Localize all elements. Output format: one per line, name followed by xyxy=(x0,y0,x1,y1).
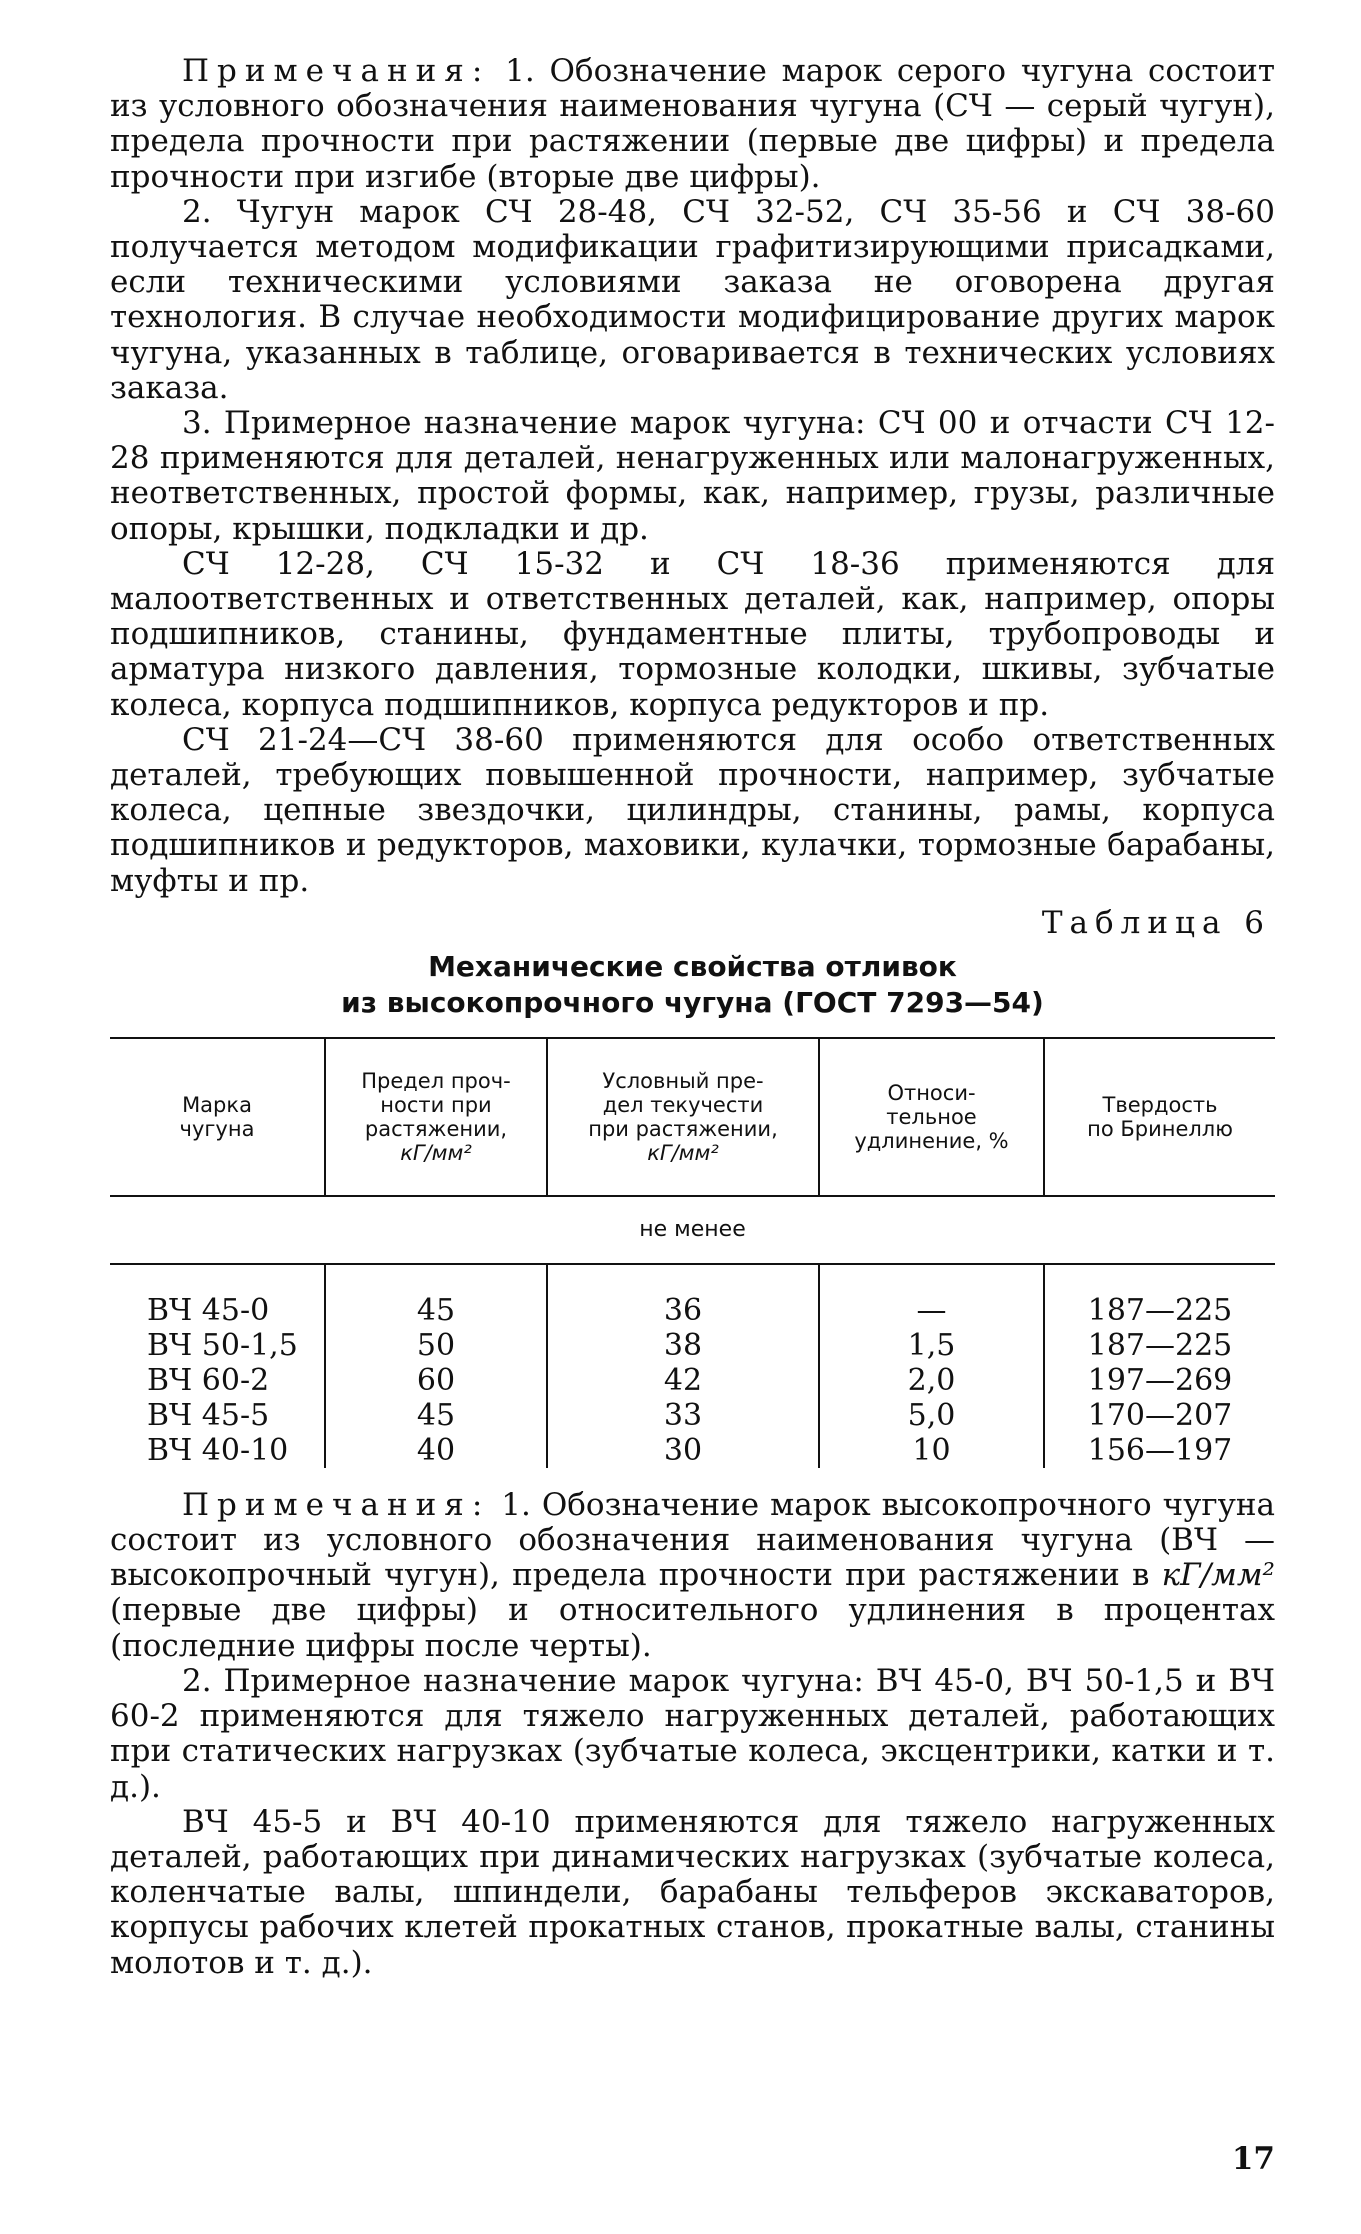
header-tensile-strength: Предел проч- ности при растяжении, кГ/мм² xyxy=(325,1038,547,1196)
note-2-ductile-iron: 2. Примерное назначение марок чугуна: ВЧ 45-0, ВЧ 50-1,5 и ВЧ 60-2 применяются для тяжело нагруженных деталей, работающих при статических нагрузках (зубчатые колеса, эксцентрики, катки и т. д.). xyxy=(110,1662,1275,1805)
note-3-gray-iron-cont-1: СЧ 12-28, СЧ 15-32 и СЧ 18-36 применяются для малоответственных и ответственных деталей, как, например, опоры подшипников, станины, фундаментные плиты, трубопроводы и арматура низкого давления, тормозные колодки, шкивы, зубчатые колеса, корпуса подшипников, корпуса редукторов и пр. xyxy=(110,545,1275,723)
cell-mark: ВЧ 60-2 xyxy=(147,1362,270,1398)
cell-tensile: 60 xyxy=(325,1363,547,1398)
cell-yield: 42 xyxy=(547,1363,819,1398)
cell-hardness: 187—225 xyxy=(1044,1264,1275,1328)
table-row xyxy=(110,1264,1275,1328)
note-3-gray-iron-cont-2: СЧ 21-24—СЧ 38-60 применяются для особо ответственных деталей, требующих повышенной прочности, например, зубчатые колеса, цепные звездочки, цилиндры, станины, рамы, корпуса подшипников и редукторов, маховики, кулачки, тормозные барабаны, муфты и пр. xyxy=(110,721,1275,899)
cell-elongation: 10 xyxy=(819,1433,1044,1468)
table-title xyxy=(110,949,1275,1021)
table-header-row xyxy=(110,1038,1275,1196)
table-row xyxy=(110,1363,1275,1398)
table-title-line-1: Механические свойства отливок xyxy=(428,949,957,983)
cell-yield: 30 xyxy=(547,1433,819,1468)
cell-elongation: 1,5 xyxy=(819,1328,1044,1363)
subheader-min-values: не менее xyxy=(110,1196,1275,1264)
cell-elongation: — xyxy=(819,1264,1044,1328)
cell-hardness: 197—269 xyxy=(1044,1363,1275,1398)
cell-mark: ВЧ 45-0 xyxy=(147,1292,270,1328)
cell-elongation: 5,0 xyxy=(819,1398,1044,1433)
cell-tensile: 40 xyxy=(325,1433,547,1468)
cell-mark: ВЧ 50-1,5 xyxy=(147,1327,298,1363)
note-1-ductile-iron: Примечания: 1. Обозначение марок высокопрочного чугуна состоит из условного обозначения наименования чугуна (ВЧ — высокопрочный чугун), предела прочности при растяжении в кГ/мм² (первые две цифры) и относительного удлинения в процентах (последние цифры после черты). xyxy=(110,1486,1275,1664)
table-title-line-2: из высокопрочного чугуна (ГОСТ 7293—54) xyxy=(341,985,1044,1019)
table-subheader-row xyxy=(110,1196,1275,1264)
page-number: 17 xyxy=(1231,2141,1275,2177)
note-2-gray-iron: 2. Чугун марок СЧ 28-48, СЧ 32-52, СЧ 35-56 и СЧ 38-60 получается методом модификации графитизирующими присадками, если техническими условиями заказа не оговорена другая технология. В случае необходимости модифицирование других марок чугуна, указанных в таблице, оговаривается в технических условиях заказа. xyxy=(110,193,1275,406)
properties-table xyxy=(110,1037,1275,1468)
cell-elongation: 2,0 xyxy=(819,1363,1044,1398)
cell-tensile: 50 xyxy=(325,1328,547,1363)
cell-mark: ВЧ 45-5 xyxy=(147,1397,270,1433)
table-row xyxy=(110,1398,1275,1433)
header-elongation: Относи- тельное удлинение, % xyxy=(819,1038,1044,1196)
header-mark: Марка чугуна xyxy=(110,1038,325,1196)
note-3-gray-iron: 3. Примерное назначение марок чугуна: СЧ 00 и отчасти СЧ 12-28 применяются для деталей, ненагруженных или малонагруженных, неответственных, простой формы, как, например, грузы, различные опоры, крышки, подкладки и др. xyxy=(110,405,1275,547)
note-2-ductile-iron-cont: ВЧ 45-5 и ВЧ 40-10 применяются для тяжело нагруженных деталей, работающих при динамических нагрузках (зубчатые колеса, коленчатые валы, шпиндели, барабаны тельферов экскаваторов, корпусы рабочих клетей прокатных станов, прокатные валы, станины молотов и т. д.). xyxy=(110,1803,1275,1981)
header-yield-strength: Условный пре- дел текучести при растяжении, кГ/мм² xyxy=(547,1038,819,1196)
cell-tensile: 45 xyxy=(325,1398,547,1433)
notes-lead: Примечания: xyxy=(182,1486,491,1523)
header-brinell-hardness: Твердость по Бринеллю xyxy=(1044,1038,1275,1196)
cell-hardness: 156—197 xyxy=(1044,1433,1275,1468)
notes-lead: Примечания: xyxy=(182,53,491,89)
table-number: Таблица 6 xyxy=(1041,904,1271,941)
cell-mark: ВЧ 40-10 xyxy=(147,1432,289,1468)
note-1-gray-iron xyxy=(110,54,1275,195)
table-row xyxy=(110,1433,1275,1468)
cell-yield: 36 xyxy=(547,1264,819,1328)
table-row xyxy=(110,1328,1275,1363)
cell-yield: 38 xyxy=(547,1328,819,1363)
cell-yield: 33 xyxy=(547,1398,819,1433)
cell-tensile: 45 xyxy=(325,1264,547,1328)
note-text: 1. Обозначение марок серого чугуна состоит из условного обозначения наименования чугуна (СЧ — серый чугун), предела прочности при растяжении (первые две цифры) и предела прочности при изгибе (вторые две цифры). xyxy=(110,53,1275,195)
page xyxy=(110,54,1275,1981)
cell-hardness: 170—207 xyxy=(1044,1398,1275,1433)
cell-hardness: 187—225 xyxy=(1044,1328,1275,1363)
